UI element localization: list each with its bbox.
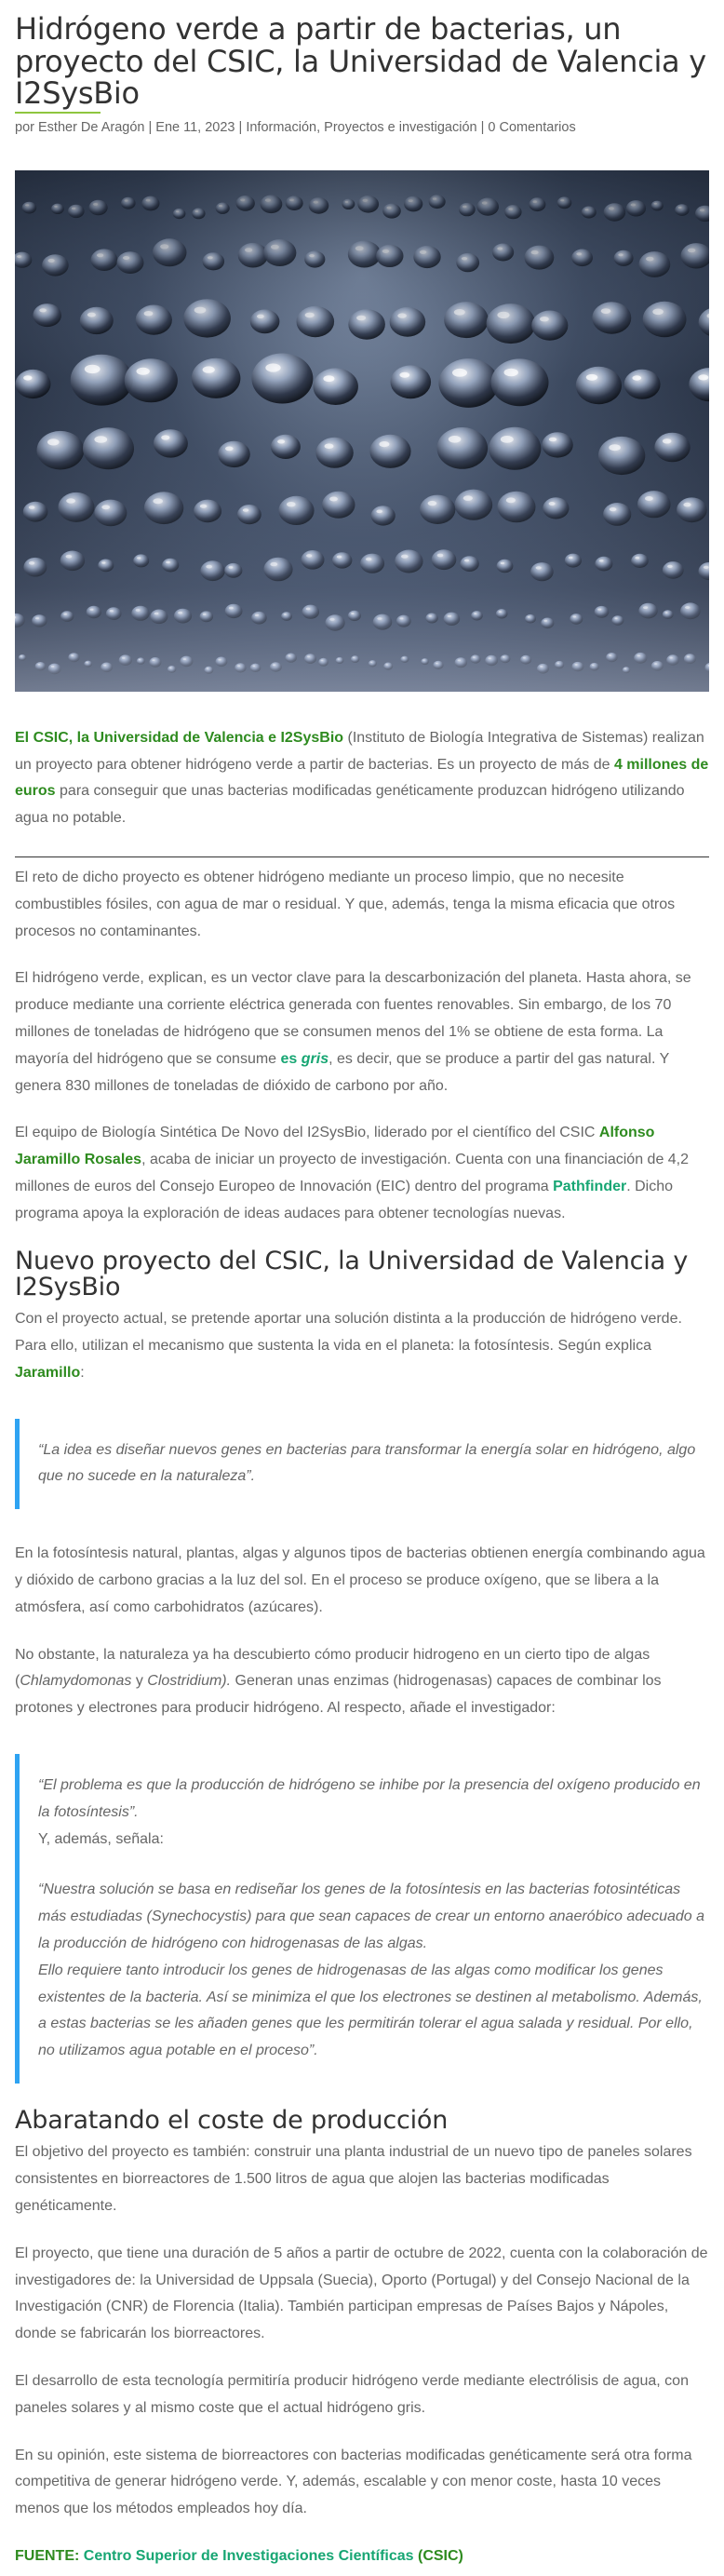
lead-text: para conseguir que unas bacterias modificadas genéticamente produzcan hidrógeno utilizando agua no potable. — [15, 783, 685, 827]
meta-by: por — [15, 119, 34, 135]
paragraph: El objetivo del proyecto es también: construir una planta industrial de un nuevo tipo de paneles solares consistentes en biorreactores de 1.500 litros de agua que alojen las bacterias modificadas genéticamente. — [15, 2144, 692, 2214]
csic-source-link[interactable]: Centro Superior de Investigaciones Científicas — [83, 2547, 414, 2564]
paragraph — [15, 1642, 709, 1722]
quote-text: “Nuestra solución se basa en rediseñar los genes de la fotosíntesis en las bacterias fotosintéticas más estudiadas (Synechocystis) para que sean capaces de crear un entorno anaeróbico adecuado a la producción de hidrógeno con hidrogenasas de las algas. — [38, 1881, 705, 1952]
comments-link[interactable]: 0 Comentarios — [488, 119, 576, 135]
post-date: Ene 11, 2023 — [155, 119, 235, 135]
section-heading: Abaratando el coste de producción — [15, 2106, 449, 2135]
institutions-link[interactable]: El CSIC, la Universidad de Valencia e I2SysBio — [15, 729, 344, 746]
paragraph-text: El hidrógeno verde, explican, es un vector clave para la descarbonización del planeta. Hasta ahora, se produce mediante una corriente eléctrica generada con fuentes renovables. Sin embargo, de los 70 millones de toneladas de hidrógeno que se consumen menos del 1% se obtiene de esta forma. La mayoría del hidrógeno que se consume — [15, 970, 691, 1067]
quote-text: “La idea es diseñar nuevos genes en bacterias para transformar la energía solar en hidrógeno, algo que no sucede en la naturaleza”. — [38, 1441, 696, 1485]
jaramillo-link[interactable]: Jaramillo — [15, 1364, 81, 1381]
meta-comma: , — [316, 119, 325, 135]
quote-text: Ello requiere tanto introducir los genes de hidrogenasas de las algas como modificar los genes existentes de la bacteria. Así se minimiza el que los electrones se destinen al metabolismo. Además, a estas bacterias se les añaden genes que les permitirán tolerar el agua salada y residual. Por ello, no utilizamos agua potable en el proceso”. — [38, 1962, 703, 2059]
paragraph: El desarrollo de esta tecnología permitiría producir hidrógeno verde mediante electrólisis de agua, con paneles solares y al mismo coste que el actual hidrógeno gris. — [15, 2372, 689, 2416]
paragraph-text: El equipo de Biología Sintética De Novo del I2SysBio, liderado por el científico del CSIC — [15, 1125, 599, 1141]
paragraph: El proyecto, que tiene una duración de 5 años a partir de octubre de 2022, cuenta con la colaboración de investigadores de: la Universidad de Uppsala (Suecia), Oporto (Portugal) y del Consejo Nacional de la Investigación (CNR) de Florencia (Italia). También participan empresas de Países Bajos y Nápoles, donde se fabricarán los biorreactores. — [15, 2245, 708, 2342]
paragraph: En la fotosíntesis natural, plantas, algas y algunos tipos de bacterias obtienen energía combinando agua y dióxido de carbono gracias a la luz del sol. En el proceso se produce oxígeno, que se libera a la atmósfera, así como carbohidratos (azúcares). — [15, 1545, 705, 1615]
pathfinder-link[interactable]: Pathfinder — [553, 1178, 627, 1194]
paragraph-text: y — [131, 1673, 148, 1690]
category-link-informacion[interactable]: Información — [246, 119, 317, 135]
post-meta — [15, 117, 709, 139]
hero-image — [15, 170, 709, 692]
paragraph: El reto de dicho proyecto es obtener hidrógeno mediante un proceso limpio, que no necesite combustibles fósiles, con agua de mar o residual. Y que, además, tenga la misma eficacia que otros procesos no contaminantes. — [15, 870, 676, 939]
post-title: Hidrógeno verde a partir de bacterias, un proyecto del CSIC, la Universidad de Valencia y I2SysBio — [15, 11, 706, 112]
paragraph-text: , acaba de iniciar un proyecto de investigación. Cuenta con una financiación de 4,2 millones de euros del Consejo Europeo de Innovación (EIC) dentro del programa — [15, 1152, 690, 1194]
divider — [15, 856, 709, 857]
paragraph-text: No obstante, la naturaleza ya ha descubierto cómo producir hidrogeno en un cierto tipo de algas ( — [15, 1646, 650, 1690]
water-droplets-photo — [15, 170, 709, 692]
gris-link[interactable] — [281, 1051, 329, 1067]
paragraph-text: Generan unas enzimas (hidrogenasas) capaces de combinar los protones y electrones para producir hidrógeno. Al respecto, añade el investigador: — [15, 1673, 662, 1717]
jaramillo-rosales-link[interactable]: Alfonso Jaramillo Rosales — [15, 1125, 655, 1168]
lead-text: (Instituto de Biología Integrativa de Sistemas) realizan un proyecto para obtener hidrógeno verde a partir de bacterias. Es un proyecto de más de — [15, 729, 704, 773]
paragraph: En su opinión, este sistema de biorreactores con bacterias modificadas genéticamente será otra forma competitiva de generar hidrógeno verde. Y, además, escalable y con menor coste, hasta 10 veces menos que los métodos empleados hoy día. — [15, 2447, 692, 2517]
paragraph-text: , es decir, que se produce a partir del gas natural. Y genera 830 millones de toneladas de dióxido de carbono por año. — [15, 1050, 669, 1094]
meta-separator: | — [476, 119, 489, 135]
author-link[interactable]: Esther De Aragón — [38, 119, 145, 135]
section-heading: Nuevo proyecto del CSIC, la Universidad de Valencia y I2SysBio — [15, 1246, 689, 1301]
category-link-proyectos[interactable]: Proyectos e investigación — [324, 119, 477, 135]
source-line — [15, 2543, 709, 2576]
paragraph-text: . Dicho programa apoya la exploración de ideas audaces para obtener tecnologías nuevas. — [15, 1178, 674, 1221]
lead-paragraph — [15, 725, 709, 832]
meta-separator: | — [235, 119, 247, 135]
title-underline — [15, 112, 101, 114]
paragraph-text: : — [80, 1364, 85, 1381]
quote-spacer — [38, 1853, 709, 1877]
meta-separator: | — [144, 119, 156, 135]
link-text: es — [280, 1050, 302, 1067]
species-name: Clostridium). — [147, 1673, 232, 1690]
source-suffix: (CSIC) — [413, 2547, 463, 2564]
quote-interjection: Y, además, señala: — [38, 1830, 164, 1847]
paragraph — [15, 965, 709, 1099]
paragraph — [15, 1306, 709, 1386]
source-label: FUENTE: — [15, 2547, 84, 2564]
funding-highlight: 4 millones de euros — [15, 756, 709, 800]
link-text-italic: gris — [301, 1050, 329, 1067]
blockquote — [15, 1419, 709, 1510]
blockquote — [15, 1754, 709, 2084]
species-name: Chlamydomonas — [20, 1673, 132, 1690]
quote-text: “El problema es que la producción de hidrógeno se inhibe por la presencia del oxígeno producido en la fotosíntesis”. — [38, 1777, 701, 1820]
paragraph — [15, 1120, 709, 1227]
paragraph-text: Con el proyecto actual, se pretende aportar una solución distinta a la producción de hidrógeno verde. Para ello, utilizan el mecanismo que sustenta la vida en el planeta: la fotosíntesis. Según explica — [15, 1311, 682, 1355]
